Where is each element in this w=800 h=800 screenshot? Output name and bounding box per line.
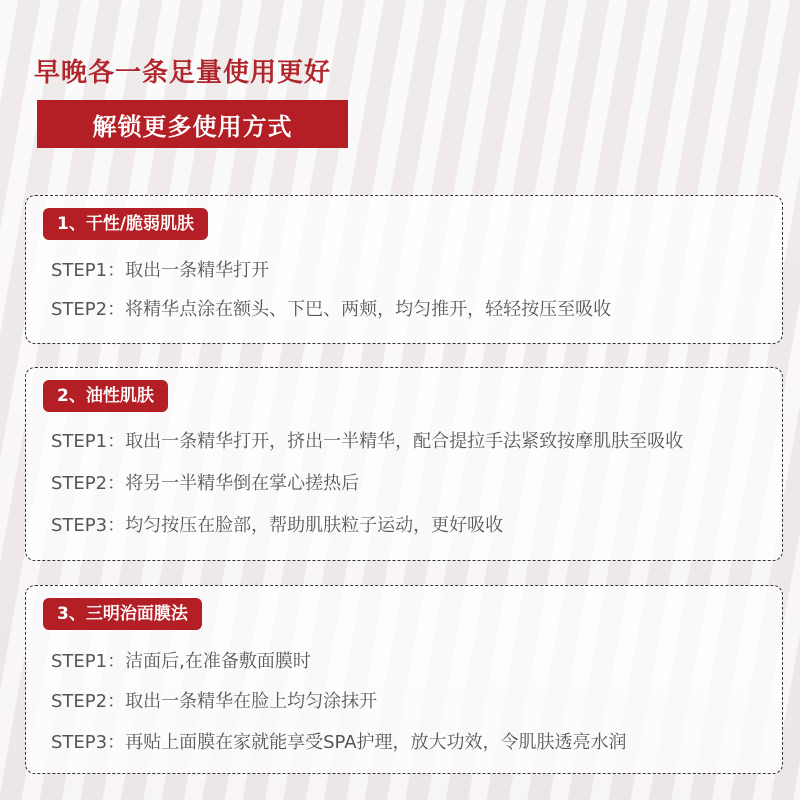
step-text: STEP2：取出一条精华在脸上均匀涂抹开 <box>51 691 378 712</box>
step-text: STEP3：再贴上面膜在家就能享受SPA护理，放大功效，令肌肤透亮水润 <box>51 732 627 753</box>
step-text: STEP1：取出一条精华打开，挤出一半精华，配合提拉手法紧致按摩肌肤至吸收 <box>51 431 684 452</box>
section-card-sandwich-mask <box>25 585 783 774</box>
step-text: STEP1：取出一条精华打开 <box>51 260 270 281</box>
section-title: 3、三明治面膜法 <box>43 598 202 630</box>
title-banner: 解锁更多使用方式 <box>37 100 348 148</box>
section-title: 1、干性/脆弱肌肤 <box>43 208 208 240</box>
page-headline: 早晚各一条足量使用更好 <box>34 58 332 88</box>
step-text: STEP2：将精华点涂在额头、下巴、两颊，均匀推开，轻轻按压至吸收 <box>51 299 612 320</box>
section-card-dry-skin <box>25 195 783 344</box>
step-text: STEP3：均匀按压在脸部，帮助肌肤粒子运动，更好吸收 <box>51 515 504 536</box>
section-card-oily-skin <box>25 367 783 561</box>
step-text: STEP2：将另一半精华倒在掌心搓热后 <box>51 473 360 494</box>
step-text: STEP1：洁面后,在准备敷面膜时 <box>51 651 311 672</box>
section-title: 2、油性肌肤 <box>43 380 168 412</box>
